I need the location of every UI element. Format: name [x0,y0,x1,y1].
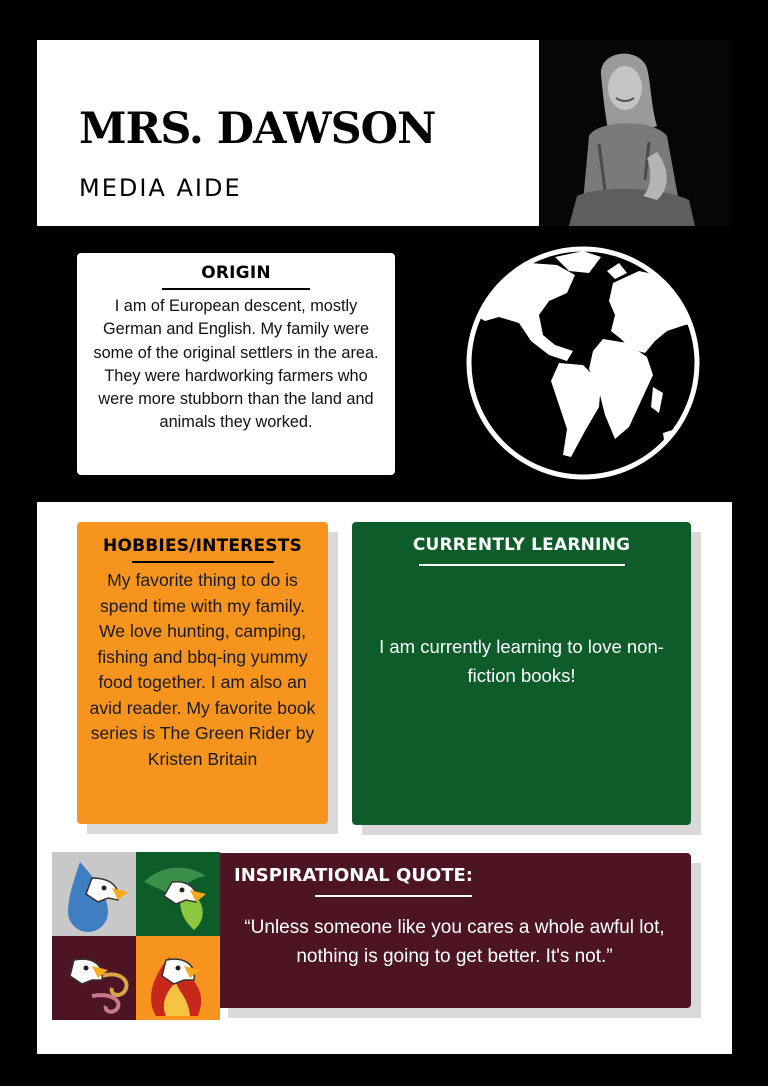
eagle-leaf-icon [136,852,220,936]
quote-divider [315,895,472,897]
quote-text: “Unless someone like you cares a whole awful lot, nothing is going to get better. It's not.” [244,917,665,967]
teacher-name: MRS. DAWSON [79,104,436,154]
eagle-wind-icon [52,936,136,1020]
learning-text: I am currently learning to love non-fiction books! [379,636,664,686]
learning-divider [419,564,625,566]
origin-text: I am of European descent, mostly German and English. My family were some of the original settlers in the area. They were hardworking farmers who were more stubborn than the land and animals they worked. [93,297,379,432]
mascot-grid [52,852,220,1020]
learning-title: CURRENTLY LEARNING [412,535,631,555]
eagle-water-icon [52,852,136,936]
teacher-role: MEDIA AIDE [79,174,242,202]
origin-divider [162,288,310,290]
origin-card [77,253,395,475]
hobbies-title: HOBBIES/INTERESTS [103,536,302,556]
learning-card [352,522,691,825]
globe-icon [463,243,703,483]
eagle-fire-icon [136,936,220,1020]
hobbies-card [77,522,328,824]
quote-title: INSPIRATIONAL QUOTE: [234,865,474,886]
hobbies-divider [132,561,274,563]
quote-card [218,853,691,1008]
origin-title: ORIGIN [201,263,271,283]
header-card [37,40,539,226]
portrait-photo [539,40,732,226]
hobbies-text: My favorite thing to do is spend time with my family. We love hunting, camping, fishing and bbq-ing yummy food together. I am also an avid reader. My favorite book series is The Green Rider by Kristen Britain [89,570,316,769]
